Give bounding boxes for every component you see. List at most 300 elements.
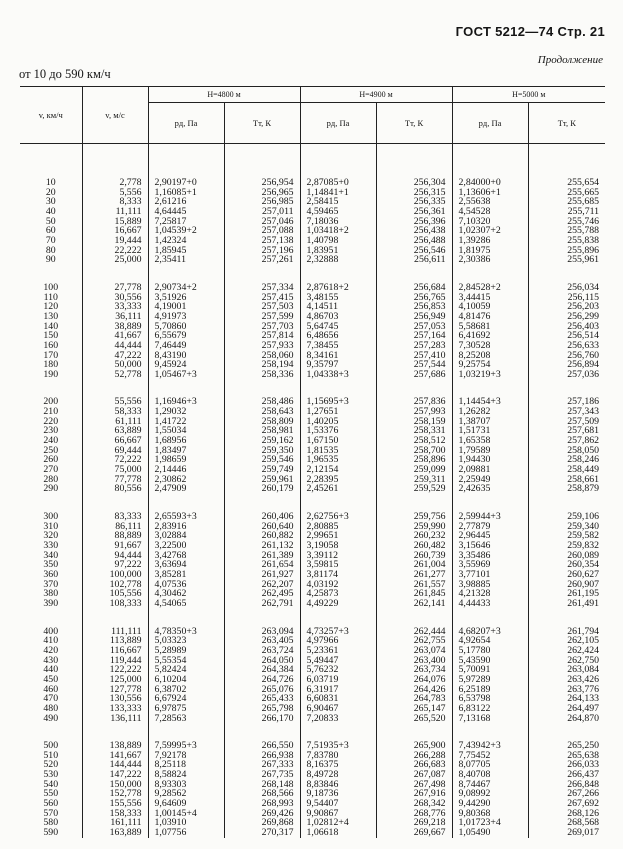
cell-pressure-h5000-group bbox=[452, 144, 528, 265]
cell-pressure-h4900: 3,48155 bbox=[306, 291, 339, 303]
cell-pressure-h4800: 7,25817 bbox=[154, 215, 187, 227]
cell-temperature-h4900: 256,684 bbox=[413, 281, 446, 293]
cell-temperature-h4800: 267,735 bbox=[261, 769, 294, 781]
cell-temperature-h4900: 256,853 bbox=[413, 301, 446, 313]
cell-temperature-h4800: 265,076 bbox=[261, 683, 294, 695]
cell-pressure-h4900: 1,15695+3 bbox=[306, 396, 349, 408]
cell-pressure-h4900-group bbox=[300, 723, 376, 838]
cell-pressure-h4800: 8,58824 bbox=[154, 769, 187, 781]
cell-pressure-h4900: 9,54407 bbox=[306, 798, 339, 810]
cell-temperature-h4900: 267,498 bbox=[413, 778, 446, 790]
cell-pressure-h4900: 2,32888 bbox=[306, 254, 339, 266]
cell-temperature-h4900: 258,700 bbox=[413, 444, 446, 456]
cell-pressure-h4900: 1,04338+3 bbox=[306, 368, 349, 380]
cell-speed-ms: 44,444 bbox=[114, 339, 142, 351]
cell-speed-ms: 66,667 bbox=[114, 435, 142, 447]
cell-pressure-h4900: 1,53376 bbox=[306, 425, 339, 437]
cell-pressure-h4800: 3,63694 bbox=[154, 559, 187, 571]
cell-temperature-h4900-group bbox=[376, 379, 452, 494]
cell-speed-ms: 27,778 bbox=[114, 281, 142, 293]
cell-speed-ms: 83,333 bbox=[114, 511, 142, 523]
cell-pressure-h4900: 2,62756+3 bbox=[306, 511, 349, 523]
cell-speed-kmh: 510 bbox=[43, 749, 59, 761]
cell-pressure-h4800: 1,29032 bbox=[154, 406, 187, 418]
cell-speed-kmh: 350 bbox=[43, 559, 59, 571]
cell-speed-ms: 113,889 bbox=[110, 635, 142, 647]
cell-temperature-h4800: 264,050 bbox=[261, 654, 294, 666]
cell-pressure-h5000: 2,84000+0 bbox=[458, 177, 501, 188]
cell-temperature-h4800-group bbox=[224, 723, 300, 838]
col-pressure-2: pд, Па bbox=[300, 103, 376, 144]
cell-speed-kmh-group bbox=[20, 379, 82, 494]
cell-speed-kmh: 330 bbox=[43, 540, 59, 551]
cell-temperature-h5000: 260,907 bbox=[567, 578, 600, 590]
cell-speed-kmh: 490 bbox=[43, 712, 59, 724]
cell-speed-ms: 158,333 bbox=[109, 807, 142, 819]
cell-pressure-h5000: 9,25754 bbox=[458, 359, 491, 371]
cell-speed-kmh: 390 bbox=[43, 597, 59, 609]
cell-temperature-h4900: 258,512 bbox=[413, 435, 446, 447]
cell-speed-ms: 155,556 bbox=[109, 798, 142, 810]
cell-temperature-h4900: 256,304 bbox=[413, 177, 446, 188]
cell-temperature-h5000: 255,746 bbox=[567, 215, 600, 227]
cell-temperature-h4900: 257,410 bbox=[413, 349, 446, 361]
cell-temperature-h4800: 266,938 bbox=[261, 749, 294, 761]
cell-temperature-h4800: 262,495 bbox=[261, 588, 294, 600]
cell-temperature-h4800: 257,334 bbox=[261, 281, 294, 293]
cell-temperature-h4800: 257,046 bbox=[261, 215, 294, 227]
cell-pressure-h4900: 7,83780 bbox=[306, 749, 339, 761]
cell-temperature-h5000: 255,654 bbox=[567, 177, 600, 188]
cell-temperature-h4900: 257,053 bbox=[413, 320, 446, 332]
cell-pressure-h4800: 4,30462 bbox=[154, 588, 187, 600]
cell-speed-kmh: 10 bbox=[45, 177, 56, 188]
cell-temperature-h4900: 257,993 bbox=[413, 406, 446, 418]
cell-temperature-h4900: 267,087 bbox=[413, 769, 446, 781]
cell-pressure-h5000: 1,38707 bbox=[458, 415, 491, 427]
cell-pressure-h4800: 4,07536 bbox=[154, 578, 187, 590]
cell-pressure-h4900: 4,59465 bbox=[306, 205, 339, 217]
cell-pressure-h4800: 4,54065 bbox=[154, 597, 187, 609]
cell-pressure-h5000: 7,30528 bbox=[458, 339, 491, 351]
cell-pressure-h5000: 1,02307+2 bbox=[458, 225, 501, 237]
cell-speed-kmh: 530 bbox=[43, 769, 59, 781]
cell-temperature-h4800: 256,954 bbox=[261, 177, 294, 188]
cell-temperature-h4900: 262,141 bbox=[413, 597, 446, 609]
cell-pressure-h4900: 5,64745 bbox=[306, 320, 339, 332]
cell-pressure-h4800: 2,47909 bbox=[154, 483, 187, 495]
cell-temperature-h4800: 259,350 bbox=[261, 444, 294, 456]
cell-speed-kmh-group bbox=[20, 609, 82, 724]
cell-speed-kmh: 480 bbox=[43, 702, 59, 714]
cell-speed-ms: 41,667 bbox=[114, 330, 142, 342]
cell-pressure-h4800: 7,28563 bbox=[154, 712, 187, 724]
cell-temperature-h5000-group bbox=[528, 494, 605, 609]
cell-temperature-h4900: 257,544 bbox=[413, 359, 446, 371]
cell-temperature-h5000: 258,246 bbox=[567, 454, 600, 466]
cell-temperature-h4800: 268,148 bbox=[261, 778, 294, 790]
cell-speed-kmh: 40 bbox=[45, 205, 56, 217]
cell-temperature-h4900: 258,331 bbox=[413, 425, 446, 437]
cell-temperature-h5000: 255,711 bbox=[567, 205, 600, 217]
cell-temperature-h5000: 257,681 bbox=[567, 425, 600, 437]
cell-speed-ms: 119,444 bbox=[110, 654, 142, 666]
cell-temperature-h4900: 263,734 bbox=[413, 664, 446, 676]
cell-temperature-h5000: 267,692 bbox=[567, 798, 600, 810]
cell-pressure-h5000: 3,55969 bbox=[458, 559, 491, 571]
cell-speed-ms: 75,000 bbox=[114, 464, 142, 476]
cell-temperature-h5000: 264,133 bbox=[567, 693, 600, 705]
cell-pressure-h4900: 3,59815 bbox=[306, 559, 339, 571]
cell-temperature-h4800: 257,814 bbox=[261, 330, 294, 342]
cell-speed-kmh: 30 bbox=[45, 196, 56, 208]
cell-temperature-h4800-group bbox=[224, 494, 300, 609]
cell-temperature-h4800: 260,406 bbox=[261, 511, 294, 523]
cell-temperature-h4800: 269,426 bbox=[261, 807, 294, 819]
cell-temperature-h4800: 258,486 bbox=[261, 396, 294, 408]
cell-pressure-h4900: 1,40205 bbox=[306, 415, 339, 427]
cell-temperature-h4800: 259,961 bbox=[261, 473, 294, 485]
cell-pressure-h4900: 4,97966 bbox=[306, 635, 339, 647]
cell-temperature-h4900: 259,756 bbox=[413, 511, 446, 523]
cell-temperature-h5000: 258,879 bbox=[567, 483, 600, 495]
cell-temperature-h4900: 260,232 bbox=[413, 530, 446, 542]
cell-temperature-h4800: 257,196 bbox=[261, 244, 294, 256]
cell-temperature-h4900: 264,426 bbox=[413, 683, 446, 695]
cell-temperature-h5000: 262,424 bbox=[567, 644, 600, 656]
cell-temperature-h4900: 269,667 bbox=[413, 827, 446, 839]
cell-temperature-h4800: 269,868 bbox=[261, 817, 294, 829]
cell-pressure-h5000: 2,25949 bbox=[458, 473, 491, 485]
cell-pressure-h5000: 2,09881 bbox=[458, 464, 491, 476]
cell-pressure-h4900: 7,51935+3 bbox=[306, 740, 349, 752]
cell-speed-ms: 55,556 bbox=[114, 396, 142, 408]
cell-pressure-h4800: 6,55679 bbox=[154, 330, 187, 342]
cell-speed-kmh: 590 bbox=[43, 827, 59, 839]
cell-temperature-h4900: 256,949 bbox=[413, 310, 446, 322]
cell-speed-ms: 138,889 bbox=[109, 740, 142, 752]
cell-pressure-h5000: 3,44415 bbox=[458, 291, 491, 303]
cell-speed-kmh: 540 bbox=[43, 778, 59, 790]
group-h4900: H=4900 м bbox=[300, 87, 452, 103]
cell-temperature-h4900: 263,400 bbox=[413, 654, 446, 666]
cell-speed-kmh: 100 bbox=[43, 281, 59, 293]
cell-speed-ms: 125,000 bbox=[109, 673, 142, 685]
cell-temperature-h4900-group bbox=[376, 494, 452, 609]
cell-pressure-h5000: 5,70091 bbox=[458, 664, 491, 676]
cell-speed-ms: 36,111 bbox=[115, 310, 142, 322]
cell-pressure-h4800: 2,90197+0 bbox=[154, 177, 197, 188]
cell-speed-ms: 161,111 bbox=[110, 817, 142, 829]
cell-temperature-h4900: 262,755 bbox=[413, 635, 446, 647]
cell-speed-kmh: 260 bbox=[43, 454, 59, 466]
cell-temperature-h4900: 258,896 bbox=[413, 454, 446, 466]
cell-temperature-h5000: 257,509 bbox=[567, 415, 600, 427]
cell-pressure-h5000: 4,21328 bbox=[458, 588, 491, 600]
cell-temperature-h4900: 259,099 bbox=[413, 464, 446, 476]
cell-temperature-h5000: 262,105 bbox=[567, 635, 600, 647]
cell-speed-kmh: 140 bbox=[43, 320, 59, 332]
cell-speed-ms: 58,333 bbox=[114, 406, 142, 418]
cell-temperature-h5000-group bbox=[528, 609, 605, 724]
table-block-row bbox=[20, 609, 605, 724]
cell-temperature-h4900: 269,218 bbox=[413, 817, 446, 829]
cell-speed-kmh: 50 bbox=[45, 215, 56, 227]
cell-speed-kmh: 340 bbox=[43, 549, 59, 561]
cell-temperature-h4800-group bbox=[224, 265, 300, 380]
cell-temperature-h5000: 263,776 bbox=[567, 683, 600, 695]
cell-speed-ms-group bbox=[82, 379, 148, 494]
cell-temperature-h4800: 261,389 bbox=[261, 549, 294, 561]
cell-speed-ms: 144,444 bbox=[109, 759, 142, 771]
cell-speed-kmh: 290 bbox=[43, 483, 59, 495]
cell-speed-ms: 152,778 bbox=[109, 788, 142, 800]
cell-pressure-h4900-group bbox=[300, 144, 376, 265]
cell-temperature-h4800: 261,132 bbox=[261, 540, 294, 551]
cell-pressure-h4800: 6,10204 bbox=[154, 673, 187, 685]
cell-pressure-h4800: 8,43190 bbox=[154, 349, 187, 361]
cell-speed-kmh: 20 bbox=[45, 186, 56, 198]
cell-pressure-h4900-group bbox=[300, 609, 376, 724]
cell-speed-kmh: 310 bbox=[43, 520, 59, 532]
cell-pressure-h5000: 2,77879 bbox=[458, 520, 491, 532]
cell-temperature-h5000-group bbox=[528, 144, 605, 265]
cell-speed-ms: 136,111 bbox=[110, 712, 142, 724]
cell-temperature-h4900: 268,776 bbox=[413, 807, 446, 819]
cell-pressure-h5000: 6,53798 bbox=[458, 693, 491, 705]
cell-speed-kmh: 110 bbox=[43, 291, 58, 303]
cell-pressure-h4800-group bbox=[148, 723, 224, 838]
cell-temperature-h4800: 262,791 bbox=[261, 597, 294, 609]
cell-pressure-h4900: 4,03192 bbox=[306, 578, 339, 590]
atmosphere-table bbox=[20, 86, 605, 838]
cell-temperature-h4900: 260,739 bbox=[413, 549, 446, 561]
cell-pressure-h5000: 2,59944+3 bbox=[458, 511, 501, 523]
cell-temperature-h4900: 256,611 bbox=[414, 254, 446, 266]
cell-pressure-h4800: 2,65593+3 bbox=[154, 511, 197, 523]
table-block-row bbox=[20, 379, 605, 494]
cell-pressure-h5000-group bbox=[452, 494, 528, 609]
cell-temperature-h4900: 257,686 bbox=[413, 368, 446, 380]
cell-speed-ms: 22,222 bbox=[114, 244, 142, 256]
cell-temperature-h4900: 261,004 bbox=[413, 559, 446, 571]
cell-temperature-h4800: 258,336 bbox=[261, 368, 294, 380]
cell-pressure-h4800: 1,83497 bbox=[154, 444, 187, 456]
cell-pressure-h4800: 7,92178 bbox=[154, 749, 187, 761]
cell-pressure-h5000: 1,81975 bbox=[458, 244, 491, 256]
table-block-row bbox=[20, 144, 605, 265]
cell-pressure-h4800-group bbox=[148, 144, 224, 265]
cell-pressure-h5000: 1,94430 bbox=[458, 454, 491, 466]
cell-temperature-h4900: 263,074 bbox=[413, 644, 446, 656]
cell-temperature-h4800: 262,207 bbox=[261, 578, 294, 590]
cell-temperature-h4800: 257,415 bbox=[261, 291, 294, 303]
cell-speed-kmh: 300 bbox=[43, 511, 59, 523]
cell-pressure-h4800: 1,16085+1 bbox=[154, 186, 197, 198]
cell-pressure-h4800: 2,83916 bbox=[154, 520, 187, 532]
cell-temperature-h5000: 255,788 bbox=[567, 225, 600, 237]
cell-speed-ms: 63,889 bbox=[114, 425, 142, 437]
cell-speed-ms: 72,222 bbox=[114, 454, 142, 466]
cell-speed-ms: 141,667 bbox=[109, 749, 142, 761]
cell-temperature-h4800-group bbox=[224, 144, 300, 265]
cell-speed-kmh: 420 bbox=[43, 644, 59, 656]
cell-pressure-h5000: 1,39286 bbox=[458, 234, 491, 246]
cell-pressure-h4800: 7,59995+3 bbox=[154, 740, 197, 752]
cell-speed-kmh: 400 bbox=[43, 625, 59, 637]
cell-temperature-h5000: 263,426 bbox=[567, 673, 600, 685]
cell-pressure-h4800: 2,90734+2 bbox=[154, 281, 197, 293]
cell-temperature-h5000: 267,266 bbox=[567, 788, 600, 800]
cell-speed-kmh: 450 bbox=[43, 673, 59, 685]
cell-speed-kmh: 580 bbox=[43, 817, 59, 829]
cell-temperature-h5000: 260,089 bbox=[567, 549, 600, 561]
cell-pressure-h4900: 5,49447 bbox=[306, 654, 339, 666]
cell-speed-kmh: 250 bbox=[43, 444, 59, 456]
cell-speed-ms: 105,556 bbox=[109, 588, 142, 600]
cell-pressure-h5000: 7,75452 bbox=[458, 749, 491, 761]
cell-speed-ms-group bbox=[82, 494, 148, 609]
cell-pressure-h4900: 1,14841+1 bbox=[306, 186, 349, 198]
cell-speed-ms: 19,444 bbox=[114, 234, 142, 246]
cell-pressure-h4800: 5,82424 bbox=[154, 664, 187, 676]
cell-speed-ms: 52,778 bbox=[114, 368, 142, 380]
cell-speed-ms: 111,111 bbox=[111, 625, 142, 637]
cell-speed-ms: 8,333 bbox=[119, 196, 142, 208]
cell-temperature-h4800: 259,749 bbox=[261, 464, 294, 476]
cell-pressure-h4900: 6,90467 bbox=[306, 702, 339, 714]
cell-temperature-h4900: 256,335 bbox=[413, 196, 446, 208]
cell-temperature-h5000: 259,106 bbox=[567, 511, 600, 523]
cell-speed-kmh: 180 bbox=[43, 359, 59, 371]
cell-speed-kmh: 190 bbox=[43, 368, 59, 380]
cell-pressure-h4800: 4,19001 bbox=[154, 301, 187, 313]
cell-speed-kmh: 70 bbox=[45, 234, 56, 246]
cell-temperature-h4800: 259,546 bbox=[261, 454, 294, 466]
cell-speed-ms-group bbox=[82, 723, 148, 838]
cell-temperature-h4900: 256,488 bbox=[413, 234, 446, 246]
cell-pressure-h4800: 3,51926 bbox=[154, 291, 187, 303]
cell-pressure-h4900: 2,99651 bbox=[306, 530, 339, 542]
cell-pressure-h5000: 7,10320 bbox=[458, 215, 491, 227]
cell-speed-ms: 5,556 bbox=[119, 186, 142, 198]
cell-temperature-h5000: 257,036 bbox=[567, 368, 600, 380]
cell-pressure-h5000: 8,25208 bbox=[458, 349, 491, 361]
cell-temperature-h5000: 261,794 bbox=[567, 625, 600, 637]
cell-pressure-h5000: 4,92654 bbox=[458, 635, 491, 647]
cell-temperature-h4900-group bbox=[376, 723, 452, 838]
cell-pressure-h5000: 8,74467 bbox=[458, 778, 491, 790]
cell-pressure-h4800: 2,30862 bbox=[154, 473, 187, 485]
cell-temperature-h4800: 256,965 bbox=[261, 186, 294, 198]
cell-speed-kmh: 60 bbox=[45, 225, 56, 237]
cell-temperature-h4800: 257,011 bbox=[262, 205, 294, 217]
cell-temperature-h4900-group bbox=[376, 265, 452, 380]
cell-temperature-h4800: 256,985 bbox=[261, 196, 294, 208]
cell-pressure-h4900: 2,28395 bbox=[306, 473, 339, 485]
cell-pressure-h4900: 4,14511 bbox=[306, 301, 338, 313]
cell-pressure-h4900: 9,90867 bbox=[306, 807, 339, 819]
cell-temperature-h4900: 259,990 bbox=[413, 520, 446, 532]
cell-pressure-h4800: 9,45924 bbox=[154, 359, 187, 371]
cell-pressure-h4800: 4,78350+3 bbox=[154, 625, 197, 637]
cell-temperature-h4900: 257,836 bbox=[413, 396, 446, 408]
cell-pressure-h4900-group bbox=[300, 379, 376, 494]
cell-speed-ms: 77,778 bbox=[114, 473, 142, 485]
cell-pressure-h5000: 4,44433 bbox=[458, 597, 491, 609]
cell-pressure-h4800: 1,04539+2 bbox=[154, 225, 197, 237]
cell-pressure-h4900: 8,83846 bbox=[306, 778, 339, 790]
cell-temperature-h5000: 265,638 bbox=[567, 749, 600, 761]
cell-temperature-h4900-group bbox=[376, 609, 452, 724]
cell-pressure-h4800: 1,42324 bbox=[154, 234, 187, 246]
cell-temperature-h4900: 262,444 bbox=[413, 625, 446, 637]
cell-temperature-h5000: 261,195 bbox=[567, 588, 600, 600]
cell-temperature-h5000: 256,633 bbox=[567, 339, 600, 351]
cell-speed-ms: 163,889 bbox=[109, 827, 142, 839]
cell-pressure-h4900: 5,23361 bbox=[306, 644, 339, 656]
cell-pressure-h4800: 8,93303 bbox=[154, 778, 187, 790]
cell-temperature-h4900: 264,076 bbox=[413, 673, 446, 685]
cell-pressure-h5000: 9,44290 bbox=[458, 798, 491, 810]
cell-speed-ms-group bbox=[82, 609, 148, 724]
cell-pressure-h4900: 8,16375 bbox=[306, 759, 339, 771]
cell-speed-ms: 50,000 bbox=[114, 359, 142, 371]
cell-speed-ms: 150,000 bbox=[109, 778, 142, 790]
cell-pressure-h5000: 7,43942+3 bbox=[458, 740, 501, 752]
cell-pressure-h4800: 1,41722 bbox=[154, 415, 187, 427]
cell-pressure-h4800: 3,22500 bbox=[154, 540, 187, 551]
table-block-row bbox=[20, 494, 605, 609]
cell-temperature-h4900: 265,900 bbox=[413, 740, 446, 752]
cell-temperature-h5000: 257,343 bbox=[567, 406, 600, 418]
cell-temperature-h4800: 258,643 bbox=[261, 406, 294, 418]
cell-temperature-h5000: 259,582 bbox=[567, 530, 600, 542]
cell-pressure-h5000: 7,13168 bbox=[458, 712, 491, 724]
col-pressure-1: pд, Па bbox=[148, 103, 224, 144]
cell-temperature-h4900: 257,164 bbox=[413, 330, 446, 342]
cell-temperature-h4800: 263,094 bbox=[261, 625, 294, 637]
cell-pressure-h5000: 6,41692 bbox=[458, 330, 491, 342]
cell-temperature-h4800: 257,138 bbox=[261, 234, 294, 246]
cell-temperature-h4800: 267,333 bbox=[261, 759, 294, 771]
cell-speed-ms: 30,556 bbox=[114, 291, 142, 303]
cell-speed-kmh: 90 bbox=[45, 254, 56, 266]
cell-temperature-h4800: 263,405 bbox=[261, 635, 294, 647]
cell-speed-kmh: 200 bbox=[43, 396, 59, 408]
cell-pressure-h4900: 1,67150 bbox=[306, 435, 339, 447]
cell-pressure-h5000: 8,07705 bbox=[458, 759, 491, 771]
cell-temperature-h4900: 256,546 bbox=[413, 244, 446, 256]
cell-pressure-h4900: 7,18036 bbox=[306, 215, 339, 227]
cell-pressure-h4800: 7,46449 bbox=[154, 339, 187, 351]
cell-pressure-h4800: 9,64609 bbox=[154, 798, 187, 810]
cell-pressure-h4800: 6,67924 bbox=[154, 693, 187, 705]
cell-temperature-h4800: 260,882 bbox=[261, 530, 294, 542]
cell-speed-kmh-group bbox=[20, 144, 82, 265]
cell-speed-ms: 2,778 bbox=[119, 177, 142, 188]
cell-pressure-h5000: 1,26282 bbox=[458, 406, 491, 418]
cell-temperature-h4900: 264,783 bbox=[413, 693, 446, 705]
cell-temperature-h4800: 258,194 bbox=[261, 359, 294, 371]
cell-temperature-h4800-group bbox=[224, 379, 300, 494]
cell-pressure-h5000: 1,13606+1 bbox=[458, 186, 501, 198]
page-header bbox=[456, 24, 605, 39]
cell-pressure-h4900: 1,06618 bbox=[306, 827, 339, 839]
cell-speed-kmh: 550 bbox=[43, 788, 59, 800]
cell-pressure-h5000: 8,40708 bbox=[458, 769, 491, 781]
cell-pressure-h4900: 2,45261 bbox=[306, 483, 339, 495]
